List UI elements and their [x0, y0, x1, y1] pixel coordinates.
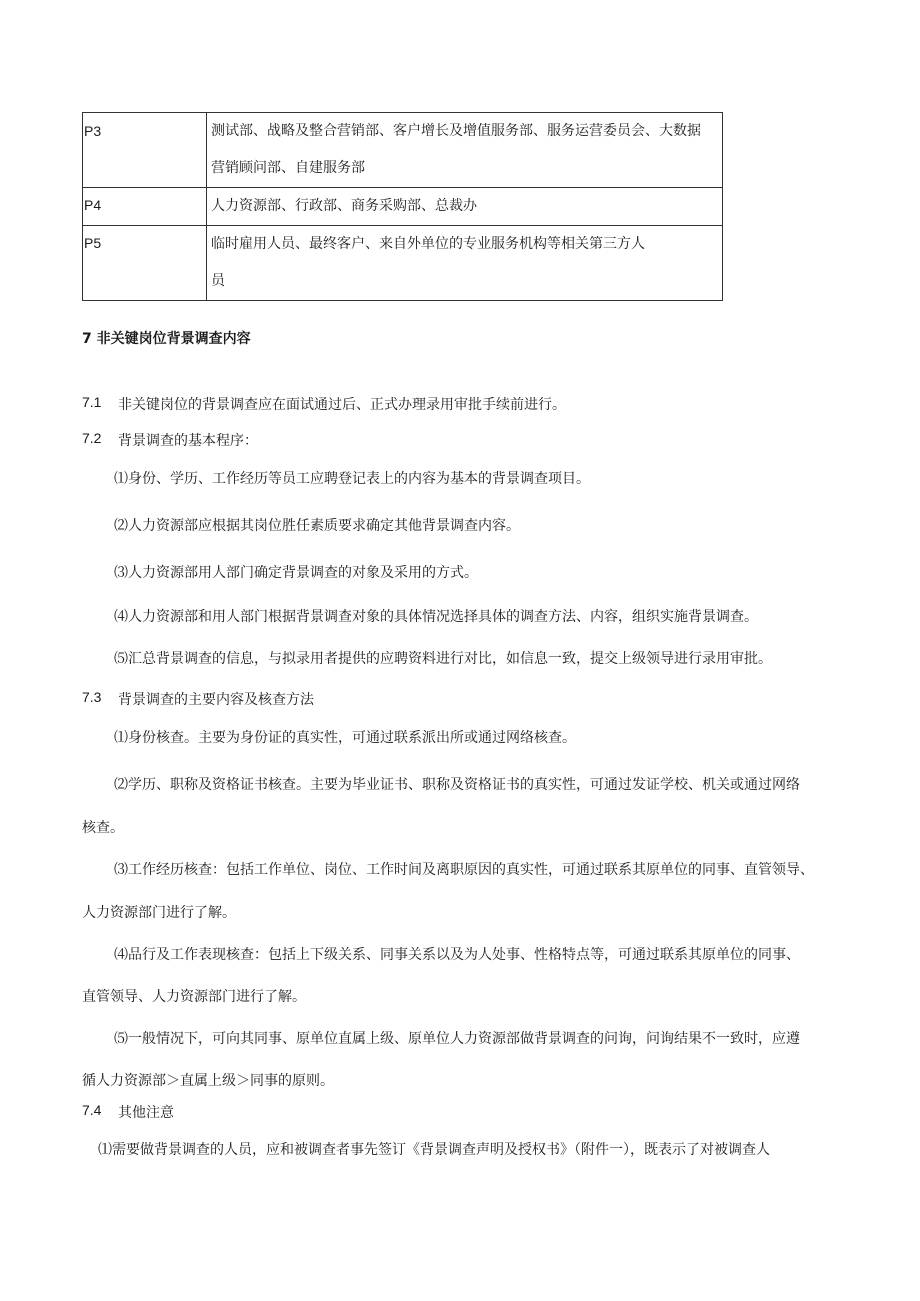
clause-title: 其他注意 — [118, 1105, 174, 1121]
list-item: ⑸一般情况下，可向其同事、原单位直属上级、原单位人力资源部做背景调查的问询，问询结果不一致时，应遵 — [114, 1031, 800, 1047]
level-departments — [207, 226, 723, 301]
level-line: 员 — [211, 273, 225, 289]
department-level-table — [82, 112, 723, 301]
clause-number: 7.1 — [82, 394, 102, 410]
list-item: ⑶人力资源部用人部门确定背景调查的对象及采用的方式。 — [114, 565, 478, 581]
clause-number: 7.2 — [82, 430, 102, 446]
list-item: ⑴身份、学历、工作经历等员工应聘登记表上的内容为基本的背景调查项目。 — [114, 471, 590, 487]
list-item: ⑷人力资源部和用人部门根据背景调查对象的具体情况选择具体的调查方法、内容，组织实施背景调查。 — [114, 609, 758, 625]
level-line: 人力资源部、行政部、商务采购部、总裁办 — [211, 198, 477, 214]
table-row — [83, 188, 723, 226]
level-code: P3 — [83, 113, 207, 188]
clause-text: 非关键岗位的背景调查应在面试通过后、正式办理录用审批手续前进行。 — [118, 397, 566, 413]
list-item-continuation: 循人力资源部＞直属上级＞同事的原则。 — [82, 1073, 334, 1089]
level-code: P4 — [83, 188, 207, 226]
clause-number: 7.3 — [82, 689, 102, 705]
section-heading: 7 非关键岗位背景调查内容 — [82, 331, 251, 347]
list-item: ⑵人力资源部应根据其岗位胜任素质要求确定其他背景调查内容。 — [114, 518, 520, 534]
list-item: ⑵学历、职称及资格证书核查。主要为毕业证书、职称及资格证书的真实性，可通过发证学校、机关或通过网络 — [114, 777, 800, 793]
level-line: 测试部、战略及整合营销部、客户增长及增值服务部、服务运营委员会、大数据 — [211, 123, 701, 139]
list-item-continuation: 直管领导、人力资源部门进行了解。 — [82, 989, 306, 1005]
list-item-continuation: 核查。 — [82, 820, 124, 836]
level-line: 临时雇用人员、最终客户、来自外单位的专业服务机构等相关第三方人 — [211, 236, 645, 252]
list-item: ⑷品行及工作表现核查：包括上下级关系、同事关系以及为人处事、性格特点等，可通过联系其原单位的同事、 — [114, 947, 800, 963]
list-item: ⑴需要做背景调查的人员，应和被调查者事先签订《背景调查声明及授权书》（附件一），既表示了对被调查人 — [98, 1142, 770, 1158]
level-departments — [207, 113, 723, 188]
level-code: P5 — [83, 226, 207, 301]
table-row — [83, 226, 723, 301]
clause-number: 7.4 — [82, 1102, 102, 1118]
table-row — [83, 113, 723, 188]
list-item: ⑸汇总背景调查的信息，与拟录用者提供的应聘资料进行对比，如信息一致，提交上级领导进行录用审批。 — [114, 651, 772, 667]
clause-title: 背景调查的主要内容及核查方法 — [118, 692, 314, 708]
list-item-continuation: 人力资源部门进行了解。 — [82, 905, 236, 921]
level-departments — [207, 188, 723, 226]
level-line: 营销顾问部、自建服务部 — [211, 160, 365, 176]
list-item: ⑶工作经历核查：包括工作单位、岗位、工作时间及离职原因的真实性，可通过联系其原单位的同事、直管领导、 — [114, 862, 814, 878]
clause-title: 背景调查的基本程序： — [118, 433, 258, 449]
list-item: ⑴身份核查。主要为身份证的真实性，可通过联系派出所或通过网络核查。 — [114, 730, 576, 746]
